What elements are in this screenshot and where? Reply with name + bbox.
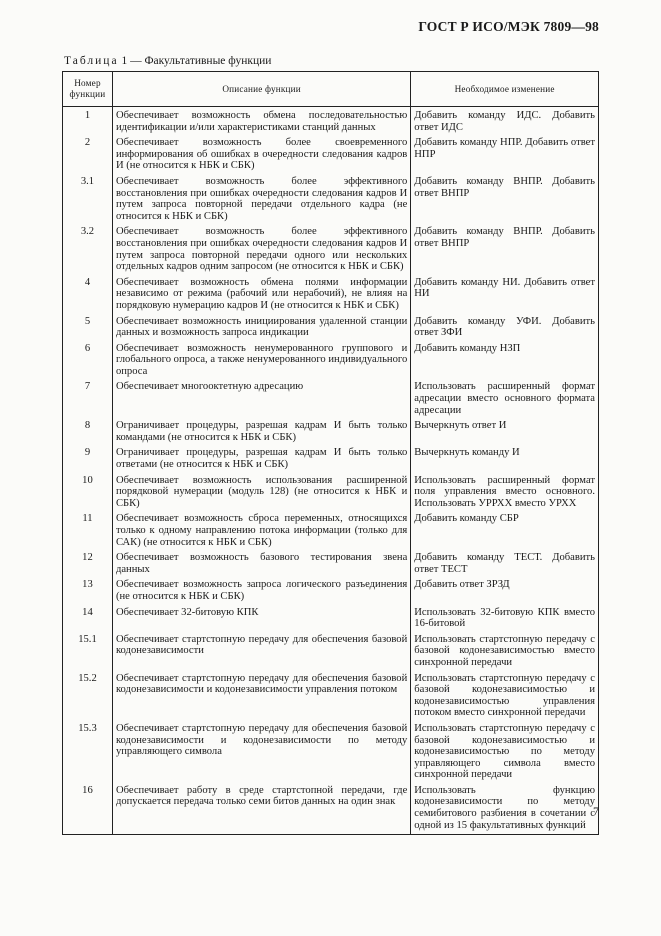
required-change-cell: Добавить команду НЗП xyxy=(411,342,599,381)
function-number-cell: 14 xyxy=(63,606,113,633)
table-row xyxy=(63,276,599,315)
required-change-cell: Использовать стартстопную передачу с базовой кодонезависимостью вместо синхронной передачи xyxy=(411,633,599,672)
function-number-cell: 4 xyxy=(63,276,113,315)
required-change-cell: Добавить команду УФИ. Добавить ответ ЗФИ xyxy=(411,315,599,342)
table-row xyxy=(63,722,599,784)
required-change-cell: Использовать расширенный формат поля управления вместо основного. Использовать УРРХХ вместо УРХХ xyxy=(411,474,599,513)
function-number-cell: 15.3 xyxy=(63,722,113,784)
table-row xyxy=(63,380,599,419)
required-change-cell: Добавить ответ ЗРЗД xyxy=(411,578,599,605)
function-description-cell: Обеспечивает возможность ненумерованного группового и глобального опроса, а также ненумерованного индивидуального опроса xyxy=(112,342,410,381)
function-description-cell: Обеспечивает 32-битовую КПК xyxy=(112,606,410,633)
column-header-number: Номер функции xyxy=(63,72,113,107)
function-number-cell: 1 xyxy=(63,107,113,137)
functions-table xyxy=(62,71,599,835)
table-row xyxy=(63,551,599,578)
required-change-cell: Добавить команду ВНПР. Добавить ответ ВНПР xyxy=(411,225,599,275)
table-row xyxy=(63,342,599,381)
required-change-cell: Добавить команду НИ. Добавить ответ НИ xyxy=(411,276,599,315)
required-change-cell: Добавить команду СБР xyxy=(411,512,599,551)
function-number-cell: 15.1 xyxy=(63,633,113,672)
function-description-cell: Обеспечивает возможность базового тестирования звена данных xyxy=(112,551,410,578)
table-row xyxy=(63,225,599,275)
function-description-cell: Обеспечивает возможность более эффективного восстановления при ошибках очередности следования кадров И путем запроса повторной передачи одного или нескольких отдельных кадров одним запросом (не относится к НБК и СБК) xyxy=(112,225,410,275)
table-row xyxy=(63,784,599,835)
required-change-cell: Использовать 32-битовую КПК вместо 16-битовой xyxy=(411,606,599,633)
function-number-cell: 2 xyxy=(63,136,113,175)
required-change-cell: Добавить команду ВНПР. Добавить ответ ВНПР xyxy=(411,175,599,225)
required-change-cell: Добавить команду НПР. Добавить ответ НПР xyxy=(411,136,599,175)
page-number: 7 xyxy=(593,804,599,818)
function-number-cell: 10 xyxy=(63,474,113,513)
function-number-cell: 3.1 xyxy=(63,175,113,225)
required-change-cell: Использовать функцию кодонезависимости по методу семибитового разбиения в сочетании с одной из 15 факультативных функций xyxy=(411,784,599,835)
table-header-row xyxy=(63,72,599,107)
function-number-cell: 11 xyxy=(63,512,113,551)
table-row xyxy=(63,512,599,551)
table-body xyxy=(63,107,599,835)
function-description-cell: Обеспечивает работу в среде стартстопной передачи, где допускается передача только семи битов данных на один знак xyxy=(112,784,410,835)
column-header-change: Необходимое изменение xyxy=(411,72,599,107)
document-header: ГОСТ Р ИСО/МЭК 7809—98 xyxy=(418,19,599,34)
required-change-cell: Использовать расширенный формат адресации вместо основного формата адресации xyxy=(411,380,599,419)
table-row xyxy=(63,633,599,672)
table-row xyxy=(63,672,599,722)
function-number-cell: 16 xyxy=(63,784,113,835)
function-description-cell: Обеспечивает возможность запроса логического разъединения (не относится к НБК и СБК) xyxy=(112,578,410,605)
table-row xyxy=(63,419,599,446)
column-header-description: Описание функции xyxy=(112,72,410,107)
function-number-cell: 12 xyxy=(63,551,113,578)
function-number-cell: 8 xyxy=(63,419,113,446)
function-description-cell: Обеспечивает стартстопную передачу для обеспечения базовой кодонезависимости xyxy=(112,633,410,672)
function-description-cell: Обеспечивает стартстопную передачу для обеспечения базовой кодонезависимости и кодонезависимости по методу управляющего символа xyxy=(112,722,410,784)
function-description-cell: Обеспечивает возможность использования расширенной порядковой нумерации (модуль 128) (не относится к НБК и СБК) xyxy=(112,474,410,513)
function-description-cell: Обеспечивает возможность обмена последовательностью идентификации и/или характеристиками станций данных xyxy=(112,107,410,137)
function-number-cell: 9 xyxy=(63,446,113,473)
function-description-cell: Обеспечивает возможность более эффективного восстановления при ошибках очередности следования кадров И путем запроса повторной передачи отдельного кадра (не относится к НБК и СБК) xyxy=(112,175,410,225)
table-caption-text: — Факультативные функции xyxy=(130,55,272,67)
function-description-cell: Ограничивает процедуры, разрешая кадрам И быть только ответами (не относится к НБК и СБК) xyxy=(112,446,410,473)
required-change-cell: Добавить команду ИДС. Добавить ответ ИДС xyxy=(411,107,599,137)
table-row xyxy=(63,136,599,175)
table-row xyxy=(63,606,599,633)
table-caption-number: 1 xyxy=(121,55,128,67)
function-description-cell: Обеспечивает возможность инициирования удаленной станции данных и возможность запроса индикации xyxy=(112,315,410,342)
function-number-cell: 13 xyxy=(63,578,113,605)
table-row xyxy=(63,315,599,342)
required-change-cell: Использовать стартстопную передачу с базовой кодонезависимостью и кодонезависимостью по методу управляющего символа вместо синхронной передачи xyxy=(411,722,599,784)
function-description-cell: Обеспечивает возможность обмена полями информации независимо от режима (рабочий или нерабочий), не влияя на порядковую нумерацию кадров И (не относится к НБК и СБК) xyxy=(112,276,410,315)
required-change-cell: Вычеркнуть ответ И xyxy=(411,419,599,446)
table-caption-label: Таблица xyxy=(64,55,119,67)
required-change-cell: Вычеркнуть команду И xyxy=(411,446,599,473)
function-number-cell: 6 xyxy=(63,342,113,381)
table-row xyxy=(63,578,599,605)
function-description-cell: Обеспечивает многооктетную адресацию xyxy=(112,380,410,419)
function-description-cell: Обеспечивает возможность более своевременного информирования об ошибках в очередности следования кадров И (не относится к НБК и СБК) xyxy=(112,136,410,175)
function-number-cell: 5 xyxy=(63,315,113,342)
function-number-cell: 3.2 xyxy=(63,225,113,275)
function-number-cell: 15.2 xyxy=(63,672,113,722)
function-description-cell: Ограничивает процедуры, разрешая кадрам И быть только командами (не относится к НБК и СБК) xyxy=(112,419,410,446)
table-row xyxy=(63,446,599,473)
function-number-cell: 7 xyxy=(63,380,113,419)
table-caption xyxy=(64,55,271,67)
function-description-cell: Обеспечивает возможность сброса переменных, относящихся только к одному направлению потока информации (только для САК) (не относится к НБК и СБК) xyxy=(112,512,410,551)
table-row xyxy=(63,107,599,137)
required-change-cell: Использовать стартстопную передачу с базовой кодонезависимостью и кодонезависимостью управления потоком вместо синхронной передачи xyxy=(411,672,599,722)
table-row xyxy=(63,474,599,513)
table-row xyxy=(63,175,599,225)
required-change-cell: Добавить команду ТЕСТ. Добавить ответ ТЕСТ xyxy=(411,551,599,578)
function-description-cell: Обеспечивает стартстопную передачу для обеспечения базовой кодонезависимости и кодонезависимости управления потоком xyxy=(112,672,410,722)
